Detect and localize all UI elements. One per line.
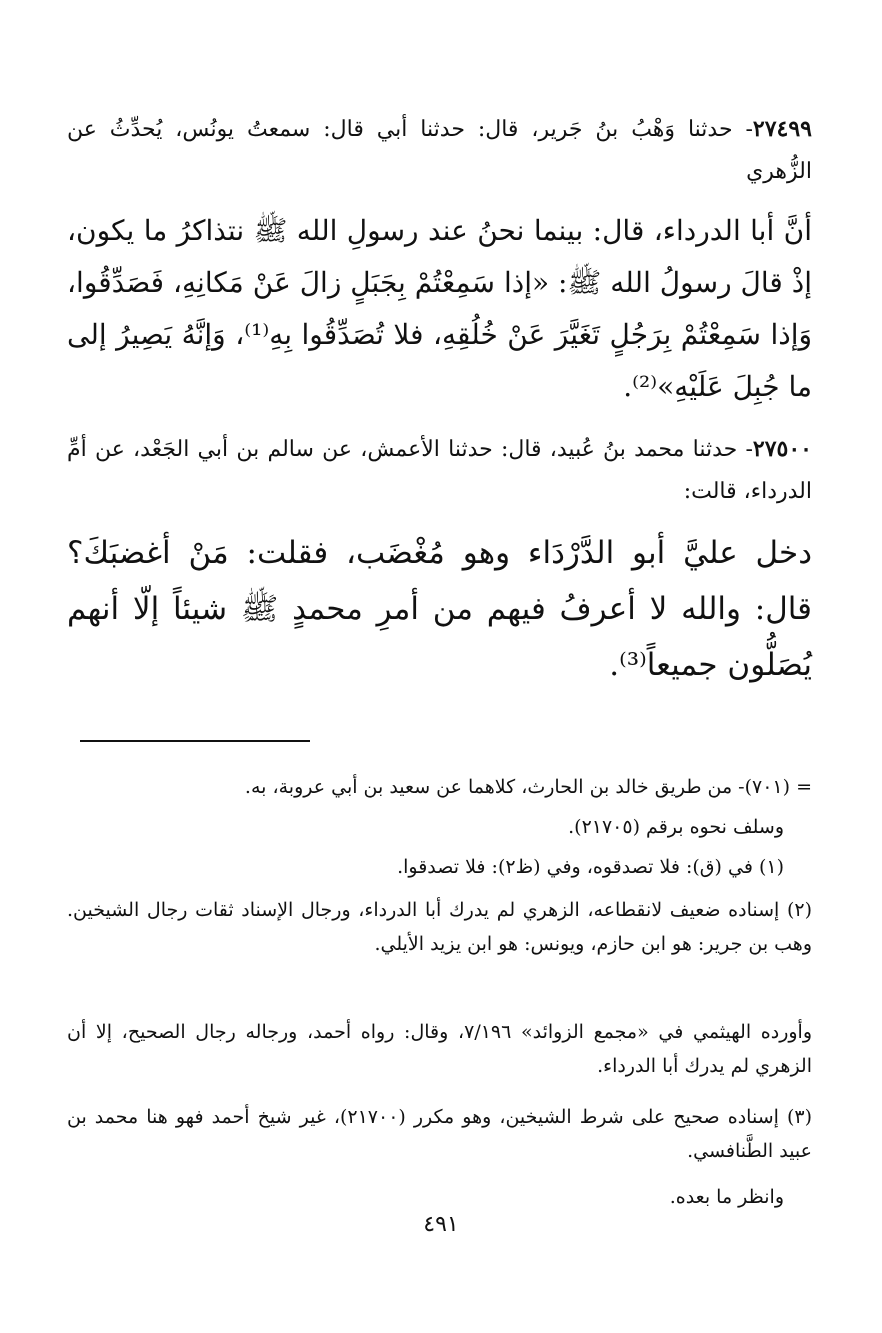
footnote-3: (٣) إسناده صحيح على شرط الشيخين، وهو مكرر (٢١٧٠٠)، غير شيخ أحمد فهو هنا محمد بن عبيد الطَّنافسي. xyxy=(67,1106,813,1162)
hadith-27500-matn: دخل عليَّ أبو الدَّرْدَاء وهو مُغْضَب، فقلت: مَنْ أغضبَكَ؟ قال: والله لا أعرفُ فيهم من أمرِ محمدٍ ﷺ شيئاً إلّا أنهم يُصَلُّون جميعاً⁽³⁾. xyxy=(67,535,812,683)
footnote-1: (١) في (ق): فلا تصدقوه، وفي (ظ٢): فلا تصدقوا. xyxy=(397,856,784,878)
hadith-27499-number: ٢٧٤٩٩ xyxy=(752,116,812,142)
hadith-27500-isnad-text: - حدثنا محمد بنُ عُبيد، قال: حدثنا الأعمش، عن سالم بن أبي الجَعْد، عن أمِّ الدرداء، قالت: xyxy=(67,437,812,504)
hadith-27499-isnad xyxy=(67,108,812,193)
hadith-27500-isnad xyxy=(67,428,812,513)
hadith-27500-number: ٢٧٥٠٠ xyxy=(752,436,812,462)
hadith-27499-matn: أنَّ أبا الدرداء، قال: بينما نحنُ عند رسولِ الله ﷺ نتذاكرُ ما يكون، إذْ قالَ رسولُ الله ﷺ: «إذا سَمِعْتُمْ بِجَبَلٍ زالَ عَنْ مَكانِهِ، فَصَدِّقُوا، وَإذا سَمِعْتُمْ بِرَجُلٍ تَغَيَّرَ عَنْ خُلُقِهِ، فلا تُصَدِّقُوا بِهِ⁽¹⁾، وَإنَّهُ يَصِيرُ إلى ما جُبِلَ عَلَيْهِ»⁽²⁾. xyxy=(67,214,813,403)
footnote-3-continued: وانظر ما بعده. xyxy=(669,1186,784,1208)
footnote-2-continued: وأورده الهيثمي في «مجمع الزوائد» ٧/١٩٦، وقال: رواه أحمد، ورجاله رجال الصحيح، إلا أن الزهري لم يدرك أبا الدرداء. xyxy=(67,1021,812,1077)
hadith-27499-isnad-text: - حدثنا وَهْبُ بنُ جَرير، قال: حدثنا أبي قال: سمعتُ يونُس، يُحدِّثُ عن الزُّهري xyxy=(67,117,812,184)
page-number: ٤٩١ xyxy=(423,1212,459,1237)
footnote-continuation-2: وسلف نحوه برقم (٢١٧٠٥). xyxy=(568,816,784,838)
footnote-separator xyxy=(80,740,310,742)
footnote-continuation: = (٧٠١)- من طريق خالد بن الحارث، كلاهما عن سعيد بن أبي عروبة، به. xyxy=(244,776,812,798)
footnote-2: (٢) إسناده ضعيف لانقطاعه، الزهري لم يدرك أبا الدرداء، ورجال الإسناد ثقات رجال الشيخين. وهب بن جرير: هو ابن حازم، ويونس: هو ابن يزيد الأيلي. xyxy=(67,899,812,955)
